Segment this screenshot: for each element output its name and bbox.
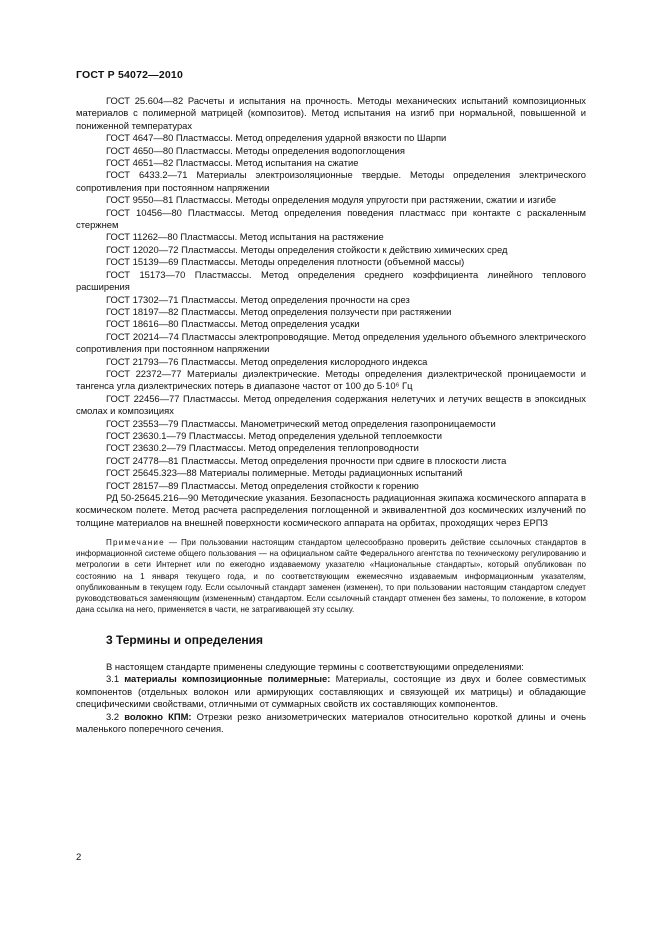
reference-item: ГОСТ 22372—77 Материалы диэлектрические. Методы определения диэлектрической проницаемости и тангенса угла диэлектрических потерь в диапазоне частот от 100 до 5·10⁶ Гц bbox=[76, 367, 586, 392]
section-intro: В настоящем стандарте применены следующие термины с соответствующими определениями: bbox=[106, 660, 524, 672]
reference-item: ГОСТ 24778—81 Пластмассы. Метод определения прочности при сдвиге в плоскости листа bbox=[106, 454, 507, 466]
term-number: 3.2 bbox=[106, 710, 120, 722]
page-number: 2 bbox=[76, 852, 82, 863]
term-number: 3.1 bbox=[106, 673, 120, 685]
note-label: Примечание bbox=[106, 538, 165, 548]
reference-item: ГОСТ 23630.1—79 Пластмассы. Метод определения удельной теплоемкости bbox=[106, 429, 442, 441]
note-paragraph bbox=[76, 537, 586, 615]
reference-item: ГОСТ 4651—82 Пластмассы. Метод испытания на сжатие bbox=[106, 157, 359, 169]
reference-item: ГОСТ 20214—74 Пластмассы электропроводящие. Метод определения удельного объемного электрического сопротивления при постоянном напряжении bbox=[76, 330, 586, 355]
reference-item: ГОСТ 21793—76 Пластмассы. Метод определения кислородного индекса bbox=[106, 355, 428, 367]
reference-item: ГОСТ 4647—80 Пластмассы. Метод определения ударной вязкости по Шарпи bbox=[106, 132, 447, 144]
term-name: материалы композиционные полимерные: bbox=[124, 673, 331, 685]
term-definition: Материалы, состоящие из двух и более совместимых компонентов (отдельных волокон или армирующих составляющих и связующей их матрицы) и обладающие специфическими свойствами, отличными от суммарных свойств их составляющих компонентов. bbox=[76, 673, 586, 710]
section-heading: 3 Термины и определения bbox=[106, 632, 264, 647]
document-header: ГОСТ Р 54072—2010 bbox=[76, 69, 184, 81]
reference-item: ГОСТ 17302—71 Пластмассы. Метод определения прочности на срез bbox=[106, 293, 410, 305]
term-definition: Отрезки резко анизометрических материалов относительно короткой длины и очень маленького поперечного сечения. bbox=[76, 710, 586, 734]
reference-item: ГОСТ 18616—80 Пластмассы. Метод определения усадки bbox=[106, 318, 360, 330]
reference-item: ГОСТ 23630.2—79 Пластмассы. Метод определения теплопроводности bbox=[106, 442, 419, 454]
reference-item: ГОСТ 4650—80 Пластмассы. Методы определения водопоглощения bbox=[106, 144, 405, 156]
normative-references-list bbox=[76, 95, 586, 529]
reference-item: ГОСТ 15173—70 Пластмассы. Метод определения среднего коэффициента линейного теплового расширения bbox=[76, 268, 586, 293]
reference-item: ГОСТ 11262—80 Пластмассы. Метод испытания на растяжение bbox=[106, 231, 384, 243]
note-text: — При пользовании настоящим стандартом целесообразно проверить действие ссылочных стандартов в информационной системе общего пользования — на официальном сайте Федерального агентства по техническому регулированию и метрологии в сети Интернет или по ежегодно издаваемому указателю «Национальные стандарты», который опубликован по состоянию на 1 января текущего года, и по соответствующим ежемесячно издаваемым информационным указателям, опубликованным в текущем году. Если ссылочный стандарт заменен (изменен), то при пользовании настоящим стандартом следует руководствоваться заменяющим (измененным) стандартом. Если ссылочный стандарт отменен без замены, то положение, в котором дана ссылка на него, применяется в части, не затрагивающей эту ссылку. bbox=[76, 538, 587, 614]
reference-item: ГОСТ 28157—89 Пластмассы. Метод определения стойкости к горению bbox=[106, 479, 419, 491]
reference-item: ГОСТ 15139—69 Пластмассы. Методы определения плотности (объемной массы) bbox=[106, 256, 465, 268]
reference-item: ГОСТ 18197—82 Пластмассы. Метод определения ползучести при растяжении bbox=[106, 305, 452, 317]
reference-item: ГОСТ 6433.2—71 Материалы электроизоляционные твердые. Методы определения электрического сопротивления при постоянном напряжении bbox=[76, 169, 586, 193]
term-3-2 bbox=[76, 711, 586, 736]
reference-item: ГОСТ 23553—79 Пластмассы. Манометрический метод определения газопроницаемости bbox=[106, 417, 496, 429]
reference-item: ГОСТ 9550—81 Пластмассы. Методы определения модуля упругости при растяжении, сжатии и изгибе bbox=[106, 194, 557, 206]
reference-item: ГОСТ 25645.323—88 Материалы полимерные. Методы радиационных испытаний bbox=[106, 467, 463, 479]
term-3-1 bbox=[76, 673, 586, 710]
reference-item: РД 50-25645.216—90 Методические указания. Безопасность радиационная экипажа космического аппарата в космическом полете. Метод расчета распределения поглощенной и эквивалентной доз космических излучений по толщине материалов на внешней поверхности космического аппарата на орбитах, проходящих через ЕРПЗ bbox=[76, 492, 586, 528]
reference-item: ГОСТ 10456—80 Пластмассы. Метод определения поведения пластмасс при контакте с раскаленным стержнем bbox=[76, 206, 586, 231]
reference-item: ГОСТ 25.604—82 Расчеты и испытания на прочность. Методы механических испытаний композиционных материалов с полимерной матрицей (композитов). Метод испытания на изгиб при нормальной, повышенной и пониженной температурах bbox=[76, 95, 586, 131]
document-body bbox=[76, 95, 586, 735]
reference-item: ГОСТ 22456—77 Пластмассы. Метод определения содержания нелетучих и летучих веществ в эпоксидных смолах и композициях bbox=[76, 392, 586, 417]
term-name: волокно КПМ: bbox=[124, 710, 192, 722]
reference-item: ГОСТ 12020—72 Пластмассы. Методы определения стойкости к действию химических сред bbox=[106, 243, 508, 255]
